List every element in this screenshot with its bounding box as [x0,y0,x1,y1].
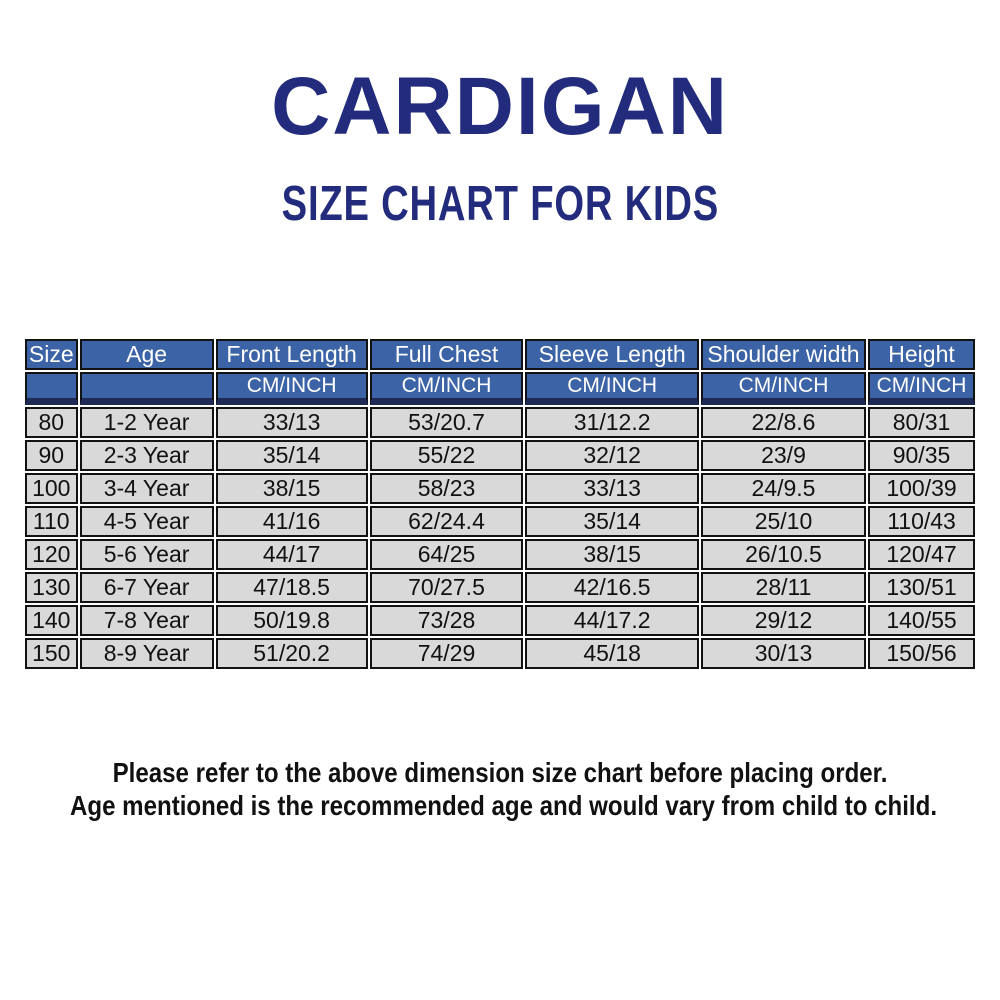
table-cell: 110/43 [868,506,975,537]
table-cell: 7-8 Year [80,605,214,636]
table-cell: 35/14 [216,440,368,471]
table-row [25,506,975,537]
table-cell: 42/16.5 [525,572,699,603]
table-cell: 47/18.5 [216,572,368,603]
table-cell: 38/15 [216,473,368,504]
table-cell: 80/31 [868,407,975,438]
size-table-wrap [23,337,977,671]
table-cell: 25/10 [701,506,866,537]
table-cell: 120 [25,539,78,570]
table-cell: 35/14 [525,506,699,537]
table-cell: 22/8.6 [701,407,866,438]
table-cell: 50/19.8 [216,605,368,636]
table-cell: 80 [25,407,78,438]
units-header: CM/INCH [370,372,524,405]
units-header: CM/INCH [701,372,866,405]
table-row [25,605,975,636]
units-row [25,372,975,405]
page-subtitle: SIZE CHART FOR KIDS [281,177,719,231]
units-header [80,372,214,405]
table-cell: 150/56 [868,638,975,669]
table-cell: 51/20.2 [216,638,368,669]
column-header: Age [80,339,214,370]
footer-note-line1: Please refer to the above dimension size chart before placing order. [112,757,888,788]
size-table [23,337,977,671]
table-cell: 120/47 [868,539,975,570]
table-cell: 30/13 [701,638,866,669]
table-cell: 5-6 Year [80,539,214,570]
table-cell: 6-7 Year [80,572,214,603]
table-cell: 41/16 [216,506,368,537]
units-header: CM/INCH [868,372,975,405]
table-cell: 32/12 [525,440,699,471]
table-row [25,440,975,471]
page-subtitle-wrap [0,177,1000,231]
table-cell: 26/10.5 [701,539,866,570]
table-cell: 45/18 [525,638,699,669]
column-header: Front Length [216,339,368,370]
table-cell: 28/11 [701,572,866,603]
table-cell: 64/25 [370,539,524,570]
footer-note-line2: Age mentioned is the recommended age and would vary from child to child. [70,790,938,822]
table-cell: 44/17.2 [525,605,699,636]
table-cell: 38/15 [525,539,699,570]
table-cell: 44/17 [216,539,368,570]
table-cell: 58/23 [370,473,524,504]
column-header: Shoulder width [701,339,866,370]
column-header: Full Chest [370,339,524,370]
table-row [25,407,975,438]
table-cell: 4-5 Year [80,506,214,537]
table-cell: 70/27.5 [370,572,524,603]
table-cell: 3-4 Year [80,473,214,504]
table-cell: 74/29 [370,638,524,669]
column-header: Size [25,339,78,370]
table-cell: 33/13 [216,407,368,438]
table-cell: 90/35 [868,440,975,471]
header-row [25,339,975,370]
table-row [25,638,975,669]
table-cell: 110 [25,506,78,537]
table-cell: 100 [25,473,78,504]
table-cell: 150 [25,638,78,669]
table-cell: 8-9 Year [80,638,214,669]
table-cell: 31/12.2 [525,407,699,438]
column-header: Sleeve Length [525,339,699,370]
table-cell: 1-2 Year [80,407,214,438]
table-body [25,407,975,669]
units-header: CM/INCH [525,372,699,405]
table-row [25,473,975,504]
column-header: Height [868,339,975,370]
units-header [25,372,78,405]
table-cell: 53/20.7 [370,407,524,438]
table-row [25,539,975,570]
page-title: CARDIGAN [271,61,729,152]
footer-note [0,756,1000,822]
table-cell: 130/51 [868,572,975,603]
table-cell: 90 [25,440,78,471]
table-cell: 62/24.4 [370,506,524,537]
table-cell: 2-3 Year [80,440,214,471]
table-cell: 23/9 [701,440,866,471]
table-cell: 140 [25,605,78,636]
table-cell: 140/55 [868,605,975,636]
table-cell: 55/22 [370,440,524,471]
table-cell: 33/13 [525,473,699,504]
table-cell: 73/28 [370,605,524,636]
table-row [25,572,975,603]
table-cell: 100/39 [868,473,975,504]
table-cell: 29/12 [701,605,866,636]
table-cell: 130 [25,572,78,603]
units-header: CM/INCH [216,372,368,405]
table-cell: 24/9.5 [701,473,866,504]
